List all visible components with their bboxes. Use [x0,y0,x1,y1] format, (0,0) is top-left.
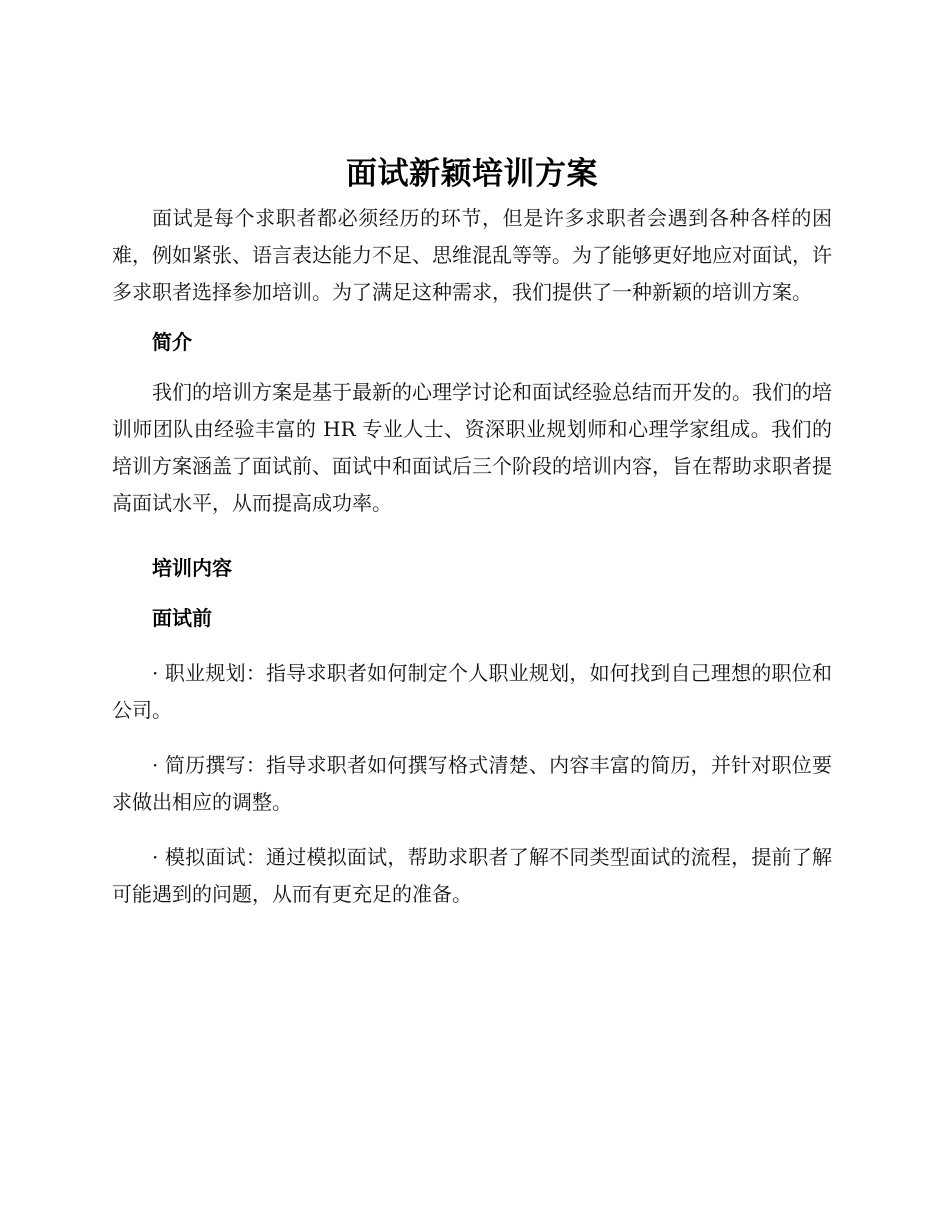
intro-paragraph: 面试是每个求职者都必须经历的环节，但是许多求职者会遇到各种各样的困难，例如紧张、语言表达能力不足、思维混乱等等。为了能够更好地应对面试，许多求职者选择参加培训。为了满足这种需求，我们提供了一种新颖的培训方案。 [112,206,832,304]
section-heading-intro: 简介 [152,330,192,354]
intro-section-paragraph: 我们的培训方案是基于最新的心理学讨论和面试经验总结而开发的。我们的培训师团队由经验丰富的 HR 专业人士、资深职业规划师和心理学家组成。我们的培训方案涵盖了面试前、面试中和面试后三个阶段的培训内容，旨在帮助求职者提高面试水平，从而提高成功率。 [112,380,832,515]
document-body [112,148,832,913]
subsection-heading-before-interview: 面试前 [152,606,212,630]
list-item-resume-writing: · 简历撰写：指导求职者如何撰写格式清楚、内容丰富的简历，并针对职位要求做出相应的调整。 [112,753,832,814]
list-item-mock-interview: · 模拟面试：通过模拟面试，帮助求职者了解不同类型面试的流程，提前了解可能遇到的问题，从而有更充足的准备。 [112,845,832,906]
document-title: 面试新颖培训方案 [346,156,598,192]
section-heading-content: 培训内容 [152,556,232,580]
list-item-career-planning: · 职业规划：指导求职者如何制定个人职业规划，如何找到自己理想的职位和公司。 [112,661,832,722]
